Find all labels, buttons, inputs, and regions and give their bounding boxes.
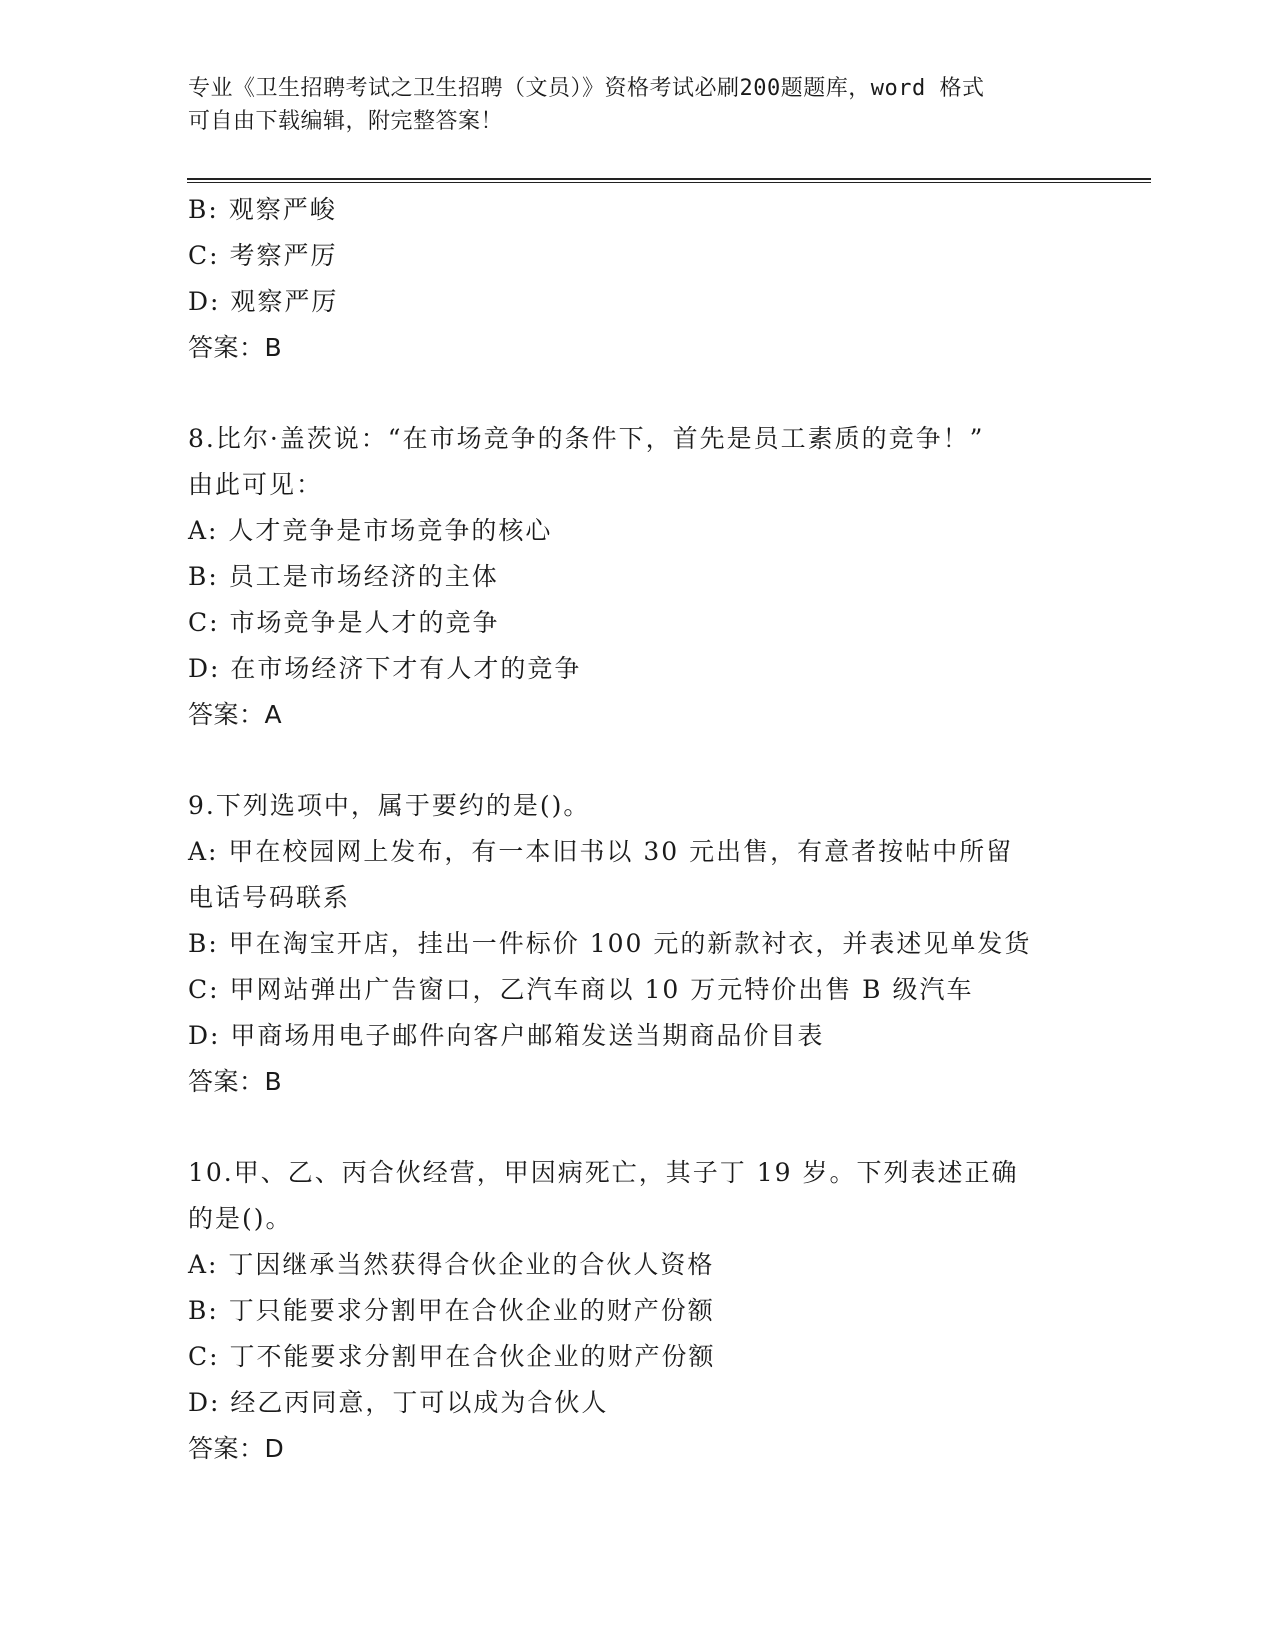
option-a-continued: 电话号码联系 (188, 883, 351, 912)
question-8 (188, 416, 1088, 738)
option-a: A: 人才竞争是市场竞争的核心 (188, 516, 553, 545)
option-b: B: 甲在淘宝开店，挂出一件标价 100 元的新款衬衣，并表述见单发货 (188, 929, 1032, 958)
question-10 (188, 1150, 1088, 1472)
option-c: C: 考察严厉 (188, 241, 338, 270)
question-9 (188, 783, 1088, 1105)
question-stem-continued: 由此可见： (188, 470, 324, 499)
option-b: B: 丁只能要求分割甲在合伙企业的财产份额 (188, 1296, 715, 1325)
option-a: A: 甲在校园网上发布，有一本旧书以 30 元出售，有意者按帖中所留 (188, 837, 1014, 866)
question-stem: 10.甲、乙、丙合伙经营，甲因病死亡，其子丁 19 岁。下列表述正确 (188, 1158, 1019, 1187)
answer: 答案：A (188, 700, 283, 729)
question-stem: 8.比尔·盖茨说：“在市场竞争的条件下，首先是员工素质的竞争！” (188, 424, 985, 453)
option-a: A: 丁因继承当然获得合伙企业的合伙人资格 (188, 1250, 715, 1279)
answer: 答案：B (188, 333, 283, 362)
option-c: C: 甲网站弹出广告窗口，乙汽车商以 10 万元特价出售 B 级汽车 (188, 975, 974, 1004)
answer: 答案：B (188, 1067, 283, 1096)
question-stem: 9.下列选项中，属于要约的是()。 (188, 791, 591, 820)
option-c: C: 丁不能要求分割甲在合伙企业的财产份额 (188, 1342, 716, 1371)
question-list (188, 187, 1088, 1472)
option-b: B: 观察严峻 (188, 195, 337, 224)
option-b: B: 员工是市场经济的主体 (188, 562, 499, 591)
option-c: C: 市场竞争是人才的竞争 (188, 608, 500, 637)
header-line-1: 专业《卫生招聘考试之卫生招聘（文员）》资格考试必刷200题题库，word 格式 (188, 76, 985, 101)
answer: 答案：D (188, 1434, 285, 1463)
option-d: D: 观察严厉 (188, 287, 339, 316)
header-line-2: 可自由下载编辑，附完整答案！ (188, 109, 504, 134)
header-divider-bottom (187, 182, 1151, 183)
header-divider-top (187, 178, 1151, 180)
option-d: D: 甲商场用电子邮件向客户邮箱发送当期商品价目表 (188, 1021, 825, 1050)
option-d: D: 在市场经济下才有人才的竞争 (188, 654, 582, 683)
document-header (188, 72, 1068, 138)
question-stem-continued: 的是()。 (188, 1204, 293, 1233)
option-d: D: 经乙丙同意，丁可以成为合伙人 (188, 1388, 609, 1417)
question-7 (188, 187, 1088, 371)
